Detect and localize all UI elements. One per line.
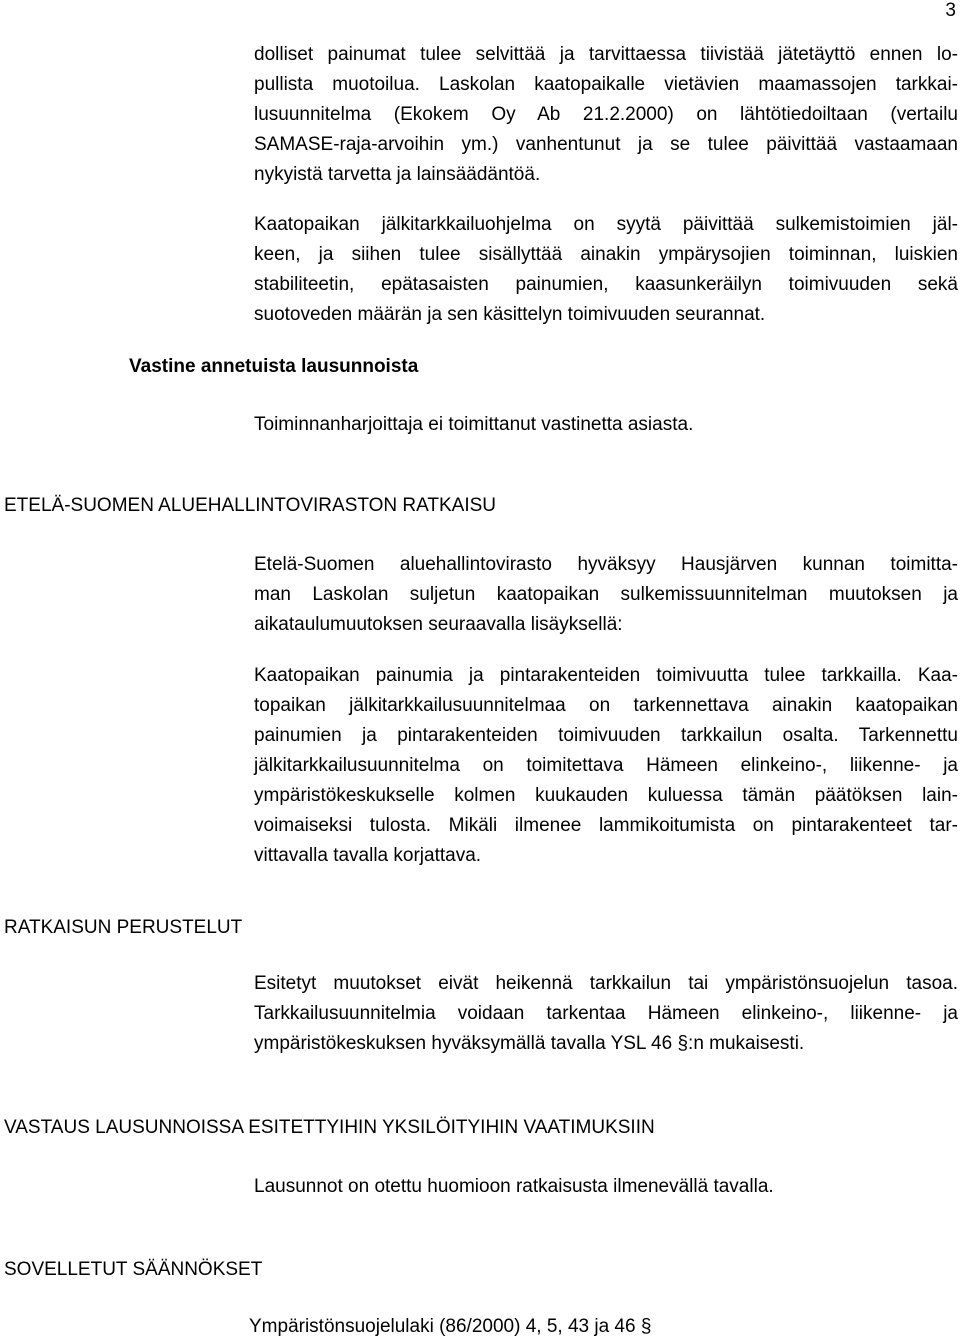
text-line: painumien ja pintarakenteiden toimivuuden tarkkailun osalta. Tarkennettu	[254, 725, 958, 746]
vastaus-text: Lausunnot on otettu huomioon ratkaisusta ilmenevällä tavalla.	[254, 1176, 774, 1197]
text-line: vittavalla tavalla korjattava.	[254, 845, 482, 866]
paragraph-decision	[254, 550, 958, 640]
text-line: aikataulumuutoksen seuraavalla lisäyksellä:	[254, 614, 623, 635]
heading-perustelut: RATKAISUN PERUSTELUT	[4, 917, 243, 938]
paragraph-decision-addition	[254, 661, 958, 871]
text-line: suotoveden määrän ja sen käsittelyn toimivuuden seurannat.	[254, 304, 766, 325]
heading-saannokset: SOVELLETUT SÄÄNNÖKSET	[4, 1259, 263, 1280]
text-line: topaikan jälkitarkkailusuunnitelmaa on tarkennettava ainakin kaatopaikan	[254, 695, 958, 716]
paragraph-grounds	[254, 969, 958, 1059]
text-line: pullista muotoilua. Laskolan kaatopaikalle vietävien maamassojen tarkkai-	[254, 74, 958, 95]
text-line: lusuunnitelma (Ekokem Oy Ab 21.2.2000) on lähtötiedoiltaan (vertailu	[254, 104, 958, 125]
text-line: keen, ja siihen tulee sisällyttää ainakin ympärysojien toiminnan, luiskien	[254, 244, 958, 265]
vastine-text: Toiminnanharjoittaja ei toimittanut vastinetta asiasta.	[254, 414, 694, 435]
paragraph-monitoring-program	[254, 210, 958, 330]
saannokset-text: Ympäristönsuojelulaki (86/2000) 4, 5, 43 ja 46 §	[249, 1316, 652, 1337]
heading-vastaus: VASTAUS LAUSUNNOISSA ESITETTYIHIN YKSILÖITYIHIN VAATIMUKSIIN	[4, 1117, 655, 1138]
text-line: Tarkkailusuunnitelmia voidaan tarkentaa Hämeen elinkeino-, liikenne- ja	[254, 1003, 958, 1024]
text-line: SAMASE-raja-arvoihin ym.) vanhentunut ja se tulee päivittää vastaamaan	[254, 134, 958, 155]
text-line: jälkitarkkailusuunnitelma on toimitettava Hämeen elinkeino-, liikenne- ja	[254, 755, 958, 776]
paragraph-settlement-survey	[254, 40, 958, 190]
text-line: Kaatopaikan jälkitarkkailuohjelma on syytä päivittää sulkemistoimien jäl-	[254, 214, 958, 235]
text-line: stabiliteetin, epätasaisten painumien, kaasunkeräilyn toimivuuden sekä	[254, 274, 958, 295]
heading-vastine: Vastine annetuista lausunnoista	[129, 356, 419, 377]
text-line: man Laskolan suljetun kaatopaikan sulkemissuunnitelman muutoksen ja	[254, 584, 958, 605]
heading-ratkaisu: ETELÄ-SUOMEN ALUEHALLINTOVIRASTON RATKAISU	[4, 495, 497, 516]
text-line: nykyistä tarvetta ja lainsäädäntöä.	[254, 164, 541, 185]
text-line: voimaiseksi tulosta. Mikäli ilmenee lammikoitumista on pintarakenteet tar-	[254, 815, 958, 836]
text-line: ympäristökeskukselle kolmen kuukauden kuluessa tämän päätöksen lain-	[254, 785, 958, 806]
text-line: Etelä-Suomen aluehallintovirasto hyväksyy Hausjärven kunnan toimitta-	[254, 554, 958, 575]
text-line: Kaatopaikan painumia ja pintarakenteiden toimivuutta tulee tarkkailla. Kaa-	[254, 665, 958, 686]
text-line: ympäristökeskuksen hyväksymällä tavalla YSL 46 §:n mukaisesti.	[254, 1033, 805, 1054]
text-line: dolliset painumat tulee selvittää ja tarvittaessa tiivistää jätetäyttö ennen lo-	[254, 44, 958, 65]
page-number: 3	[945, 0, 956, 21]
text-line: Esitetyt muutokset eivät heikennä tarkkailun tai ympäristönsuojelun tasoa.	[254, 973, 958, 994]
